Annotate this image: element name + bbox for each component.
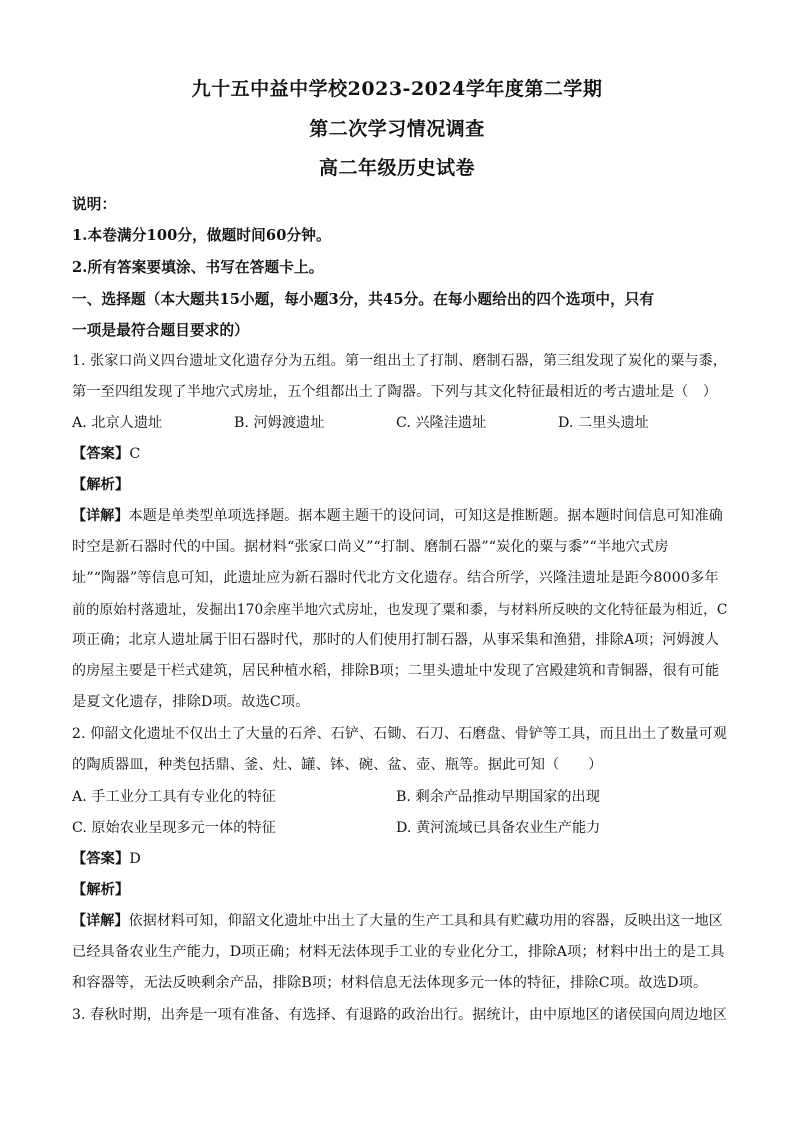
- exam-title-subject: 高二年级历史试卷: [318, 157, 475, 179]
- q2-detail-line-1: [72, 910, 727, 930]
- q1-answer: [72, 443, 727, 463]
- q1-answer-tag: 【答案】: [72, 446, 130, 462]
- q2-answer: [72, 848, 727, 868]
- q2-option-a: A. 手工业分工具有专业化的特征: [72, 789, 276, 805]
- q1-detail-text-1: 本题是单类型单项选择题。据本题主题干的设问词，可知这是推断题。据本题时间信息可知准确: [128, 508, 723, 524]
- section-1-heading: 一、选择题（本大题共15小题，每小题3分，共45分。在每小题给出的四个选项中，只有: [72, 291, 655, 308]
- q1-option-c: C. 兴隆洼遗址: [396, 415, 487, 431]
- q2-stem-line-2: 的陶质器皿，种类包括鼎、釜、灶、罐、钵、碗、盆、壶、瓶等。据此可知（ ）: [72, 757, 603, 773]
- q2-detail-line-2: 已经具备农业生产能力，D项正确；材料无法体现手工业的专业化分工，排除A项；材料中出土的是工具: [72, 944, 725, 960]
- instructions-item-1: 1.本卷满分100分，做题时间60分钟。: [72, 227, 331, 244]
- q1-stem-line-2: 第一至四组发现了半地穴式房址，五个组都出土了陶器。下列与其文化特征最相近的考古遗址是（ ）: [72, 384, 718, 400]
- q1-analysis-tag: 【解析】: [72, 477, 130, 493]
- q1-detail-tag: 【详解】: [72, 508, 129, 524]
- q2-detail-tag: 【详解】: [72, 913, 129, 929]
- section-1-heading-cont: 一项是最符合题目要求的）: [72, 322, 249, 339]
- q2-option-d: D. 黄河流域已具备农业生产能力: [396, 820, 601, 836]
- q1-option-d: D. 二里头遗址: [558, 415, 649, 431]
- q2-answer-tag: 【答案】: [72, 851, 130, 867]
- q2-option-c: C. 原始农业呈现多元一体的特征: [72, 820, 276, 836]
- exam-title-survey: 第二次学习情况调查: [309, 118, 485, 140]
- q2-analysis-tag: 【解析】: [72, 882, 130, 898]
- q1-detail-line-7: 是夏文化遗存，排除D项。故选C项。: [72, 694, 310, 710]
- q1-detail-line-5: 项正确；北京人遗址属于旧石器时代，那时的人们使用打制石器，从事采集和渔猎，排除A项；河姆渡人: [72, 632, 720, 648]
- q2-answer-value: D: [129, 851, 141, 867]
- q2-detail-line-3: 和容器等，无法反映剩余产品，排除B项；材料信息无法体现多元一体的特征，排除C项。故选D项。: [72, 975, 708, 991]
- q1-detail-line-3: 址”“陶器”等信息可知，此遗址应为新石器时代北方文化遗存。结合所学，兴隆洼遗址是距今8000多年: [72, 570, 719, 586]
- q1-detail-line-1: [72, 505, 727, 525]
- q2-detail-text-1: 依据材料可知，仰韶文化遗址中出土了大量的生产工具和具有贮藏功用的容器，反映出这一地区: [128, 913, 723, 929]
- q1-option-a: A. 北京人遗址: [72, 415, 163, 431]
- instructions-item-2: 2.所有答案要填涂、书写在答题卡上。: [72, 259, 324, 276]
- q2-option-b: B. 剩余产品推动早期国家的出现: [396, 789, 600, 805]
- q2-stem-line-1: 2. 仰韶文化遗址不仅出土了大量的石斧、石铲、石锄、石刀、石磨盘、骨铲等工具，而且出土了数量可观: [72, 726, 728, 742]
- q1-detail-line-6: 的房屋主要是干栏式建筑，居民种植水稻，排除B项；二里头遗址中发现了宫殿建筑和青铜器，很有可能: [72, 663, 720, 679]
- q1-answer-value: C: [129, 446, 141, 462]
- q1-detail-line-4: 前的原始村落遗址，发掘出170余座半地穴式房址，也发现了粟和黍，与材料所反映的文化特征最为相近，C: [72, 602, 728, 618]
- q1-detail-line-2: 时空是新石器时代的中国。据材料“张家口尚义”“打制、磨制石器”“炭化的粟与黍”“半地穴式房: [72, 539, 669, 555]
- q3-stem-line-1: 3. 春秋时期，出奔是一项有准备、有选择、有退路的政治出行。据统计，由中原地区的诸侯国向周边地区: [72, 1007, 728, 1023]
- q1-option-b: B. 河姆渡遗址: [234, 415, 325, 431]
- q1-stem-line-1: 1. 张家口尚义四台遗址文化遗存分为五组。第一组出土了打制、磨制石器，第三组发现了炭化的粟与黍，: [72, 353, 728, 369]
- instructions-heading: 说明：: [72, 196, 117, 213]
- exam-title-school: 九十五中益中学校2023-2024学年度第二学期: [191, 78, 603, 100]
